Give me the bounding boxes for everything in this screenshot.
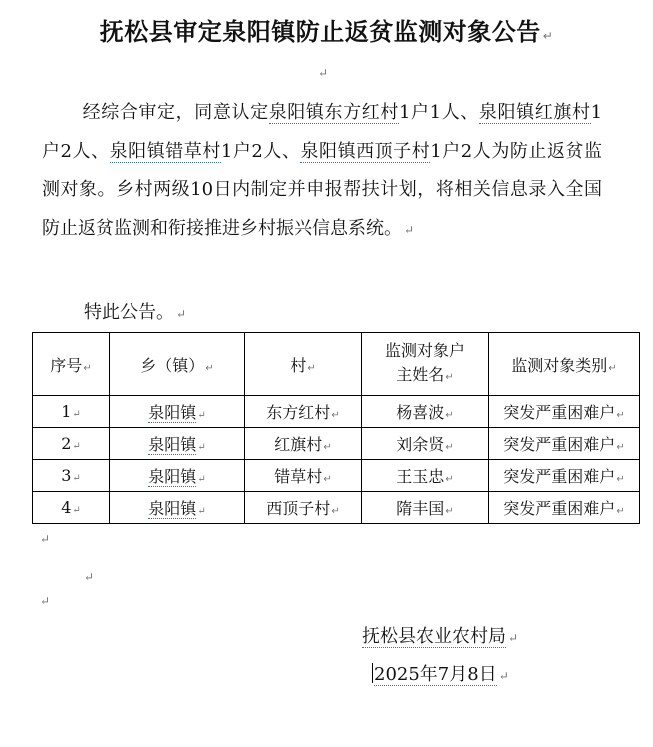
- count-3: 1户2人、: [220, 140, 301, 162]
- announcement-body: [42, 94, 602, 249]
- paragraph-mark-icon: ↵: [508, 631, 519, 645]
- cell-category: 突发严重困难户↵: [489, 492, 640, 524]
- cell-village: 东方红村↵: [245, 396, 362, 428]
- header-householder: 监测对象户主姓名↵: [362, 333, 489, 396]
- table-row: [33, 396, 640, 428]
- paragraph-mark-icon: ↵: [40, 594, 51, 608]
- village-dongfanghong: 泉阳镇东方红村: [268, 102, 399, 123]
- cell-town: 泉阳镇↵: [110, 396, 245, 428]
- body-rest: 为防止返贫监测对象。乡村两级10日内制定并申报帮扶计划，将相关信息录入全国防止返贫监测和衔接推进乡村振兴信息系统。: [42, 140, 603, 239]
- cell-name: 杨喜波↵: [362, 396, 489, 428]
- village-cuocao: 泉阳镇错草村: [109, 140, 221, 162]
- cell-village: 错草村↵: [245, 460, 362, 492]
- paragraph-mark-icon: ↵: [404, 222, 415, 237]
- cell-town: 泉阳镇↵: [110, 428, 245, 460]
- count-1: 1户1人、: [398, 102, 479, 123]
- table-row: [33, 460, 640, 492]
- cell-index: 2↵: [33, 428, 110, 460]
- table-header-row: [33, 333, 640, 396]
- issue-date: 2025年7月8日 ↵: [374, 664, 509, 685]
- text-cursor: [372, 663, 373, 683]
- cell-village: 红旗村↵: [245, 428, 362, 460]
- cell-town: 泉阳镇↵: [110, 460, 245, 492]
- village-hongqi: 泉阳镇红旗村: [478, 102, 591, 123]
- body-intro: 经综合审定，同意认定: [82, 102, 269, 123]
- cell-category: 突发严重困难户↵: [489, 460, 640, 492]
- paragraph-mark-icon: ↵: [318, 66, 329, 80]
- cell-index: 3↵: [33, 460, 110, 492]
- cell-category: 突发严重困难户↵: [489, 428, 640, 460]
- cell-category: 突发严重困难户↵: [489, 396, 640, 428]
- paragraph-mark-icon: ↵: [498, 669, 509, 683]
- paragraph-mark-icon: ↵: [84, 570, 95, 584]
- page-title: 抚松县审定泉阳镇防止返贫监测对象公告 ↵: [99, 18, 554, 46]
- paragraph-mark-icon: ↵: [542, 29, 554, 43]
- cell-town: 泉阳镇↵: [110, 492, 245, 524]
- cell-name: 王玉忠↵: [362, 460, 489, 492]
- notice-line: 特此公告。 ↵: [84, 302, 187, 323]
- header-category: 监测对象类别↵: [489, 333, 640, 396]
- cell-name: 隋丰国↵: [362, 492, 489, 524]
- monitoring-table: [32, 332, 640, 524]
- header-village: 村↵: [245, 333, 362, 396]
- table-row: [33, 428, 640, 460]
- header-index: 序号↵: [33, 333, 110, 396]
- cell-index: 4↵: [33, 492, 110, 524]
- issuing-authority: 抚松县农业农村局 ↵: [362, 626, 519, 647]
- count-2: 1户2人、: [42, 102, 603, 162]
- village-xidingzi: 泉阳镇西顶子村: [300, 140, 431, 162]
- paragraph-mark-icon: ↵: [40, 532, 51, 546]
- count-4: 1户2人: [430, 140, 492, 162]
- cell-index: 1↵: [33, 396, 110, 428]
- cell-name: 刘余贤↵: [362, 428, 489, 460]
- header-town: 乡（镇）↵: [110, 333, 245, 396]
- paragraph-mark-icon: ↵: [176, 307, 187, 321]
- cell-village: 西顶子村↵: [245, 492, 362, 524]
- table-row: [33, 492, 640, 524]
